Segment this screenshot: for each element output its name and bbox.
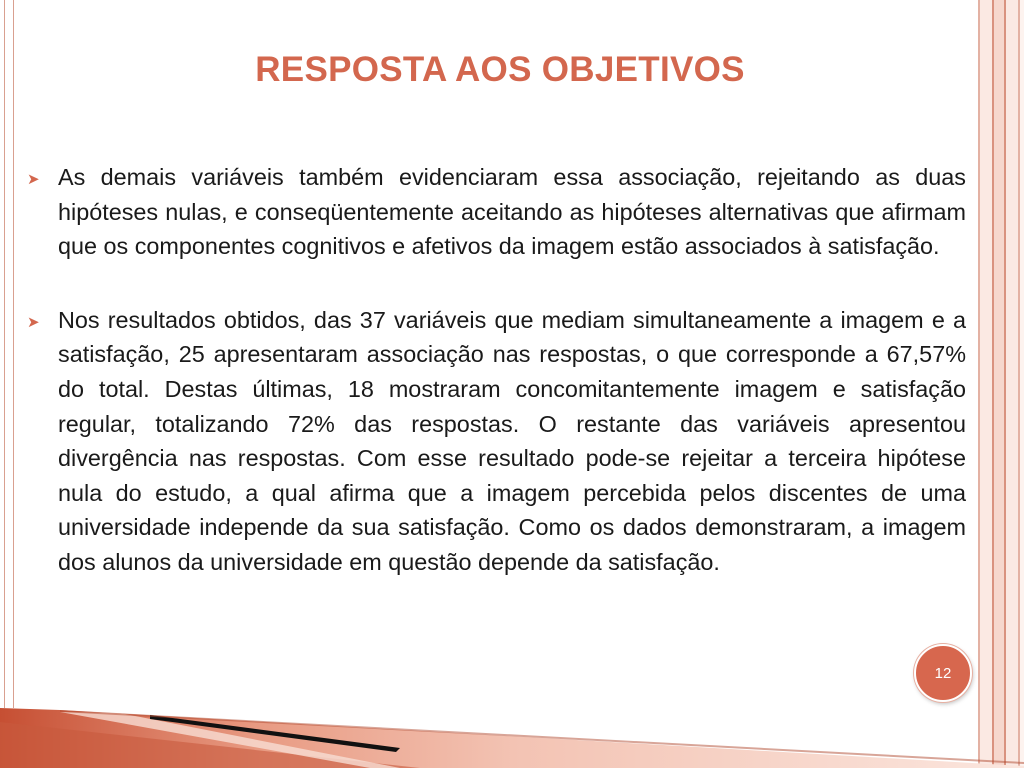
list-item — [24, 303, 966, 580]
chevron-right-icon: ➤ — [27, 171, 40, 188]
page-number: 12 — [934, 664, 952, 682]
bullet-text: As demais variáveis também evidenciaram essa associação, rejeitando as duas hipóteses nulas, e conseqüentemente aceitando as hipóteses alternativas que afirmam que os componentes cognitivos e afetivos da imagem estão associados à satisfação. — [58, 164, 966, 260]
slide-title: RESPOSTA AOS OBJETIVOS — [255, 50, 745, 89]
chevron-right-icon: ➤ — [27, 313, 40, 331]
list-item — [24, 160, 966, 264]
bullet-text: Nos resultados obtidos, das 37 variáveis que mediam simultaneamente a imagem e a satisfação, 25 apresentaram associação nas respostas, o que corresponde a 67,57% do total. Destas últimas, 18 mostraram concomitantemente imagem e satisfação regular, totalizando 72% das respostas. O restante das variáveis apresentou divergência nas respostas. Com esse resultado pode-se rejeitar a terceira hipótese nula do estudo, a qual afirma que a imagem percebida pelos discentes de uma universidade independe da sua satisfação. Como os dados demonstraram, a imagem dos alunos da universidade em questão depende da satisfação. — [58, 306, 966, 575]
bullet-list — [24, 160, 966, 580]
bottom-decoration — [0, 700, 1024, 768]
left-frame-border — [4, 0, 14, 708]
right-frame-stripes — [978, 0, 1024, 768]
page-number-badge — [914, 644, 972, 702]
